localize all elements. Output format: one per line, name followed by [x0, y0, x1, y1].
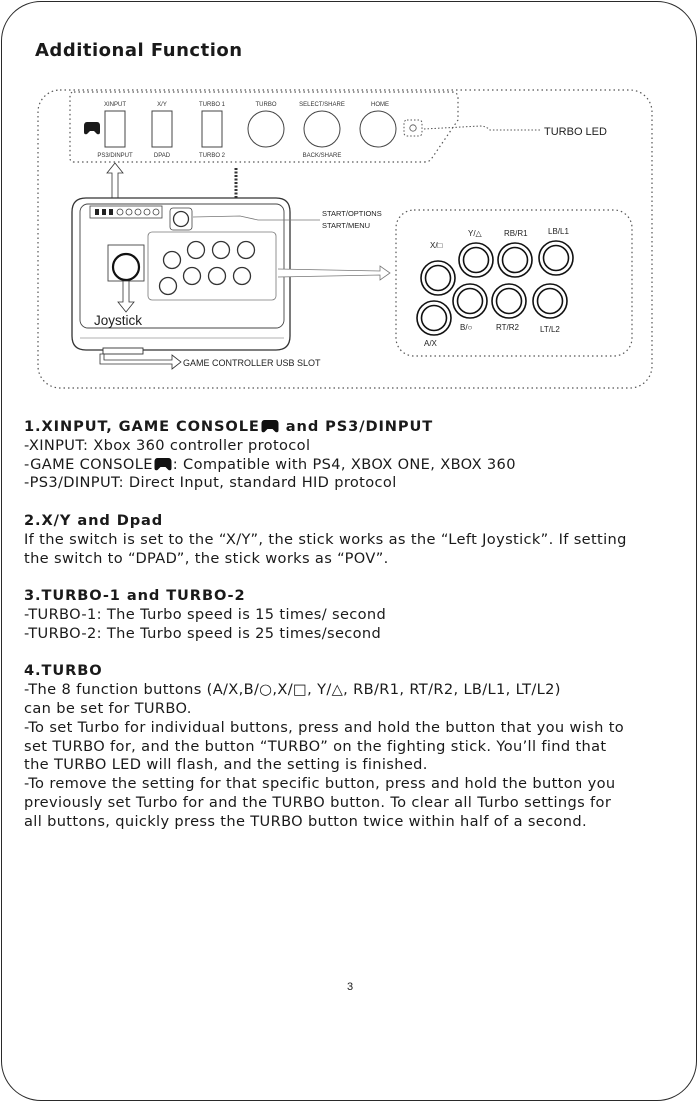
- section-4-line-7: previously set Turbo for and the TURBO button. To clear all Turbo settings for: [24, 793, 612, 811]
- joystick-ball[interactable]: [113, 254, 139, 280]
- label-lt-l2: LT/L2: [540, 325, 560, 334]
- stick-mini-btn-2: [126, 209, 132, 215]
- label-rb-r1: RB/R1: [504, 229, 528, 238]
- section-3-line-1: -TURBO-1: The Turbo speed is 15 times/ second: [24, 605, 387, 623]
- section-1-line-1: -XINPUT: Xbox 360 controller protocol: [24, 436, 311, 454]
- section-4-line-3: -To set Turbo for individual buttons, press and hold the button that you wish to: [24, 718, 625, 736]
- section-1-title: [24, 418, 690, 437]
- gamepad-icon: [84, 122, 100, 134]
- stick-btn-top-2: [188, 242, 205, 259]
- section-1-line-2: [24, 456, 690, 475]
- button-y-triangle: [459, 243, 493, 277]
- page-heading: Additional Function: [35, 40, 243, 61]
- stick-btn-top-1: [164, 252, 181, 269]
- stick-mini-btn-3: [135, 209, 141, 215]
- label-turbo2: TURBO 2: [198, 153, 226, 159]
- stick-led-3: [109, 209, 113, 215]
- xinput-switch[interactable]: [105, 111, 125, 147]
- select-share-button[interactable]: [304, 111, 340, 147]
- usb-slot-arrow: [100, 354, 181, 369]
- stick-btn-top-4: [238, 242, 255, 259]
- page-number: 3: [346, 981, 354, 993]
- stick-btn-bot-2: [184, 268, 201, 285]
- stick-btn-bot-3: [209, 268, 226, 285]
- usb-slot: [103, 348, 143, 354]
- start-button[interactable]: [174, 212, 189, 227]
- section-2-line-2: the switch to “DPAD”, the stick works as “POV”.: [24, 549, 389, 567]
- section-1-line-3: -PS3/DINPUT: Direct Input, standard HID protocol: [24, 474, 397, 492]
- section-4-line-6: -To remove the setting for that specific button, press and hold the button you: [24, 775, 616, 793]
- section-1-title-part-a: 1.XINPUT, GAME CONSOLE: [24, 418, 260, 435]
- home-button[interactable]: [360, 111, 396, 147]
- label-select-share: SELECT/SHARE: [299, 102, 345, 108]
- section-4-line-8: all buttons, quickly press the TURBO button twice within half of a second.: [24, 812, 587, 830]
- stick-mini-btn-1: [117, 209, 123, 215]
- label-home: HOME: [371, 102, 389, 108]
- stick-btn-bot-1: [160, 278, 177, 295]
- section-2-line-1: If the switch is set to the “X/Y”, the stick works as the “Left Joystick”. If setting: [24, 530, 627, 548]
- button-lt-l2: [533, 284, 567, 318]
- stick-mini-btn-5: [153, 209, 159, 215]
- section-1-line-2-part-b: : Compatible with PS4, XBOX ONE, XBOX 360: [172, 455, 516, 473]
- arcade-stick-diagram: [0, 80, 700, 400]
- function-description: [24, 418, 690, 832]
- start-menu-label: START/MENU: [322, 221, 371, 230]
- label-turbo: TURBO: [255, 102, 277, 108]
- section-4-line-2: can be set for TURBO.: [24, 699, 192, 717]
- label-y-triangle: Y/△: [468, 229, 482, 238]
- turbo-led-pointer: [424, 126, 540, 130]
- gamepad-icon: [261, 419, 279, 433]
- turbo-button[interactable]: [248, 111, 284, 147]
- joystick-label: Joystick: [94, 313, 143, 328]
- stick-mini-btn-4: [144, 209, 150, 215]
- section-3-title: 3.TURBO-1 and TURBO-2: [24, 587, 246, 605]
- stick-led-2: [102, 209, 106, 215]
- label-b-circle: B/○: [460, 323, 473, 332]
- label-back-share: BACK/SHARE: [302, 153, 342, 159]
- label-lb-l1: LB/L1: [548, 227, 569, 236]
- section-2-title: 2.X/Y and Dpad: [24, 511, 164, 529]
- section-4-line-5: the TURBO LED will flash, and the setting is finished.: [24, 756, 428, 774]
- gamepad-icon: [154, 457, 172, 471]
- buttons-arrow: [278, 266, 390, 280]
- label-a-x: A/X: [424, 339, 437, 348]
- stick-btn-top-3: [213, 242, 230, 259]
- section-4-title: 4.TURBO: [24, 662, 103, 680]
- section-3-line-2: -TURBO-2: The Turbo speed is 25 times/second: [24, 624, 382, 642]
- button-b-circle: [453, 284, 487, 318]
- turbo-led-label: TURBO LED: [544, 126, 607, 138]
- label-x-square: X/□: [430, 241, 443, 250]
- button-rt-r2: [492, 284, 526, 318]
- stick-btn-bot-4: [234, 268, 251, 285]
- button-rb-r1: [498, 243, 532, 277]
- section-4-line-4: set TURBO for, and the button “TURBO” on the fighting stick. You’ll find that: [24, 737, 607, 755]
- turbo-led-dot: [410, 125, 416, 131]
- turbo-speed-switch[interactable]: [202, 111, 222, 147]
- label-dpad: DPAD: [153, 153, 171, 159]
- panel-arrow: [107, 163, 123, 202]
- label-ps3-dinput: PS3/DINPUT: [97, 153, 133, 159]
- section-1-line-2-part-a: -GAME CONSOLE: [24, 455, 153, 473]
- label-rt-r2: RT/R2: [496, 323, 519, 332]
- start-options-label: START/OPTIONS: [322, 209, 382, 218]
- button-a-x: [417, 301, 451, 335]
- button-x-square: [421, 261, 455, 295]
- label-turbo1: TURBO 1: [198, 102, 226, 108]
- section-4-line-1: -The 8 function buttons (A/X,B/○,X/□, Y/△, RB/R1, RT/R2, LB/L1, LT/L2): [24, 681, 561, 699]
- xy-dpad-switch[interactable]: [152, 111, 172, 147]
- stick-led-1: [95, 209, 99, 215]
- button-lb-l1: [539, 241, 573, 275]
- section-1-title-part-b: and PS3/DINPUT: [279, 418, 434, 435]
- usb-slot-label: GAME CONTROLLER USB SLOT: [183, 358, 321, 368]
- label-xy: X/Y: [157, 102, 167, 108]
- label-xinput: XINPUT: [103, 102, 127, 108]
